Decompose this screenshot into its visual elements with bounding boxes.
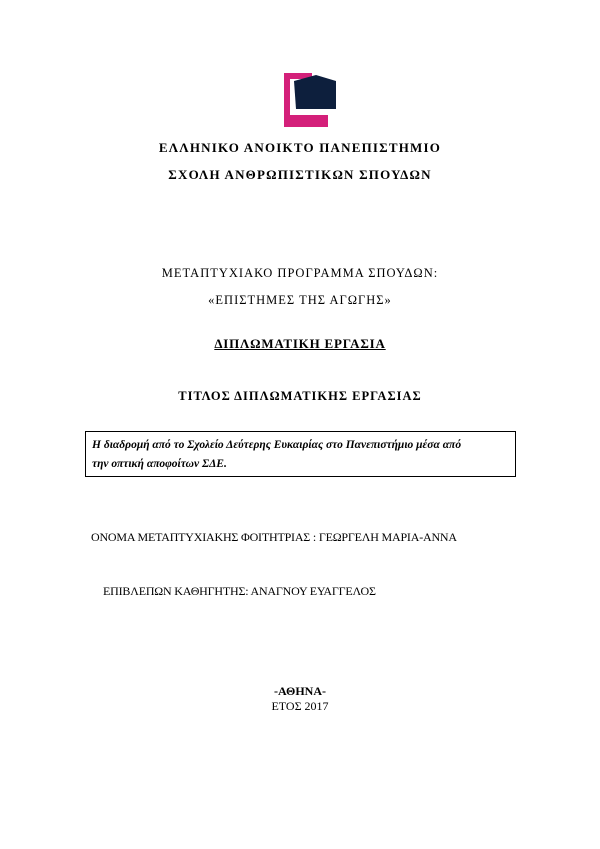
city: -ΑΘΗΝΑ- bbox=[274, 684, 326, 698]
school-name: ΣΧΟΛΗ ΑΝΘΡΩΠΙΣΤΙΚΩΝ ΣΠΟΥΔΩΝ bbox=[168, 167, 432, 182]
document-type: ΔΙΠΛΩΜΑΤΙΚΗ ΕΡΓΑΣΙΑ bbox=[214, 336, 386, 351]
university-name: ΕΛΛΗΝΙΚΟ ΑΝΟΙΚΤΟ ΠΑΝΕΠΙΣΤΗΜΙΟ bbox=[158, 140, 442, 155]
university-logo-icon bbox=[282, 71, 338, 129]
thesis-title-line-1: Η διαδρομή από το Σχολείο Δεύτερης Ευκαιρίας στο Πανεπιστήμιο μέσα από bbox=[92, 439, 462, 451]
thesis-title-box bbox=[85, 431, 516, 477]
student-name: ΟΝΟΜΑ ΜΕΤΑΠΤΥΧΙΑΚΗΣ ΦΟΙΤΗΤΡΙΑΣ : ΓΕΩΡΓΕΛΗ ΜΑΡΙΑ-ΑΝΝΑ bbox=[91, 530, 457, 544]
program-label: ΜΕΤΑΠΤΥΧΙΑΚΟ ΠΡΟΓΡΑΜΜΑ ΣΠΟΥΔΩΝ: bbox=[161, 266, 439, 280]
program-field: «ΕΠΙΣΤΗΜΕΣ ΤΗΣ ΑΓΩΓΗΣ» bbox=[208, 293, 392, 307]
thesis-title-label: ΤΙΤΛΟΣ ΔΙΠΛΩΜΑΤΙΚΗΣ ΕΡΓΑΣΙΑΣ bbox=[178, 389, 422, 403]
supervisor-name: ΕΠΙΒΛΕΠΩΝ ΚΑΘΗΓΗΤΗΣ: ΑΝΑΓΝΟΥ ΕΥΑΓΓΕΛΟΣ bbox=[103, 584, 376, 598]
thesis-title-line-2: την οπτική αποφοίτων ΣΔΕ. bbox=[92, 458, 227, 470]
logo-navy-shape bbox=[294, 75, 336, 109]
year: ΕΤΟΣ 2017 bbox=[271, 699, 329, 713]
